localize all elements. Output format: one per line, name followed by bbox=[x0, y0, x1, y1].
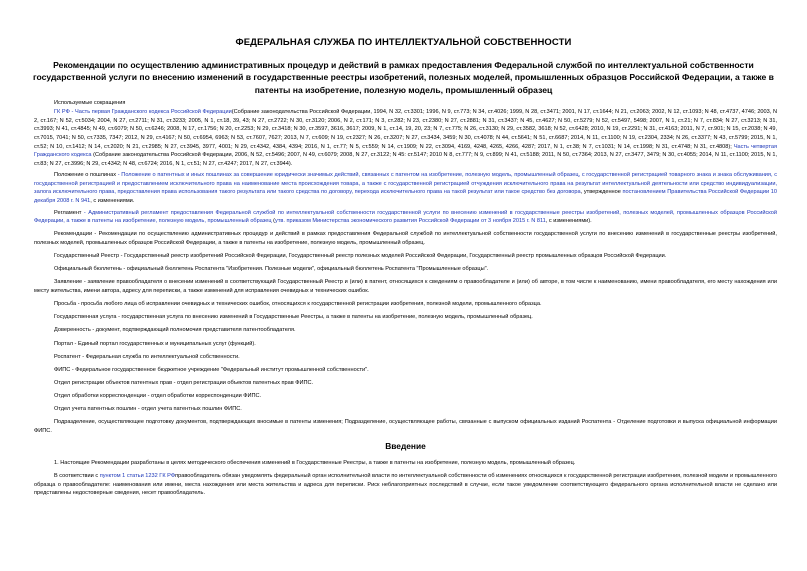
reglament-paragraph bbox=[34, 209, 777, 226]
def-registration-department: Отдел регистрации объектов патентных прав - отдел регистрации объектов патентных прав ФИПС. bbox=[54, 379, 314, 386]
polozhenie-tail-prefix: , утвержденное bbox=[580, 189, 623, 196]
def-fees-department: Отдел учета патентных пошлин - отдел учета патентных пошлин ФИПС. bbox=[54, 406, 242, 413]
def-power-of-attorney: Доверенность - документ, подтверждающий полномочия представителя патентообладателя. bbox=[54, 327, 296, 334]
intro-paragraph-1: 1. Настоящие Рекомендации разработаны в целях методического обеспечения изменений в Государственные Реестры, а также в патенты на изобретение, полезную модель, промышленный образец. bbox=[54, 459, 576, 466]
reglament-link[interactable]: - Административный регламент предоставления Федеральной службой по интеллектуальной собственности государственной услуги по внесению изменений в государственные реестры изобретений, полезных моделей, промышленных образцов Российской Федерации, а также в патенты на изобретение, полезную модель, промышленный образец bbox=[34, 209, 777, 225]
def-correspondence-department: Отдел обработки корреспонденции - отдел обработки корреспонденции ФИПС. bbox=[54, 393, 262, 400]
def-publication-department: Подразделение, осуществляющее подготовку документов, подтверждающих вносимые в патенты изменения; Подразделение, осуществляющее работы, связанные с выпуском официальных изданий Роспатента - Отделение подготовки и выпуска официальной информации ФИПС. bbox=[34, 419, 777, 434]
intro-paragraph-2 bbox=[34, 472, 777, 498]
article-1232-link[interactable]: пунктом 1 статьи 1232 ГК РФ bbox=[99, 473, 176, 480]
polozhenie-paragraph bbox=[34, 171, 777, 205]
reglament-tail-prefix: ( bbox=[271, 218, 276, 225]
def-fips: ФИПС - Федеральное государственное бюджетное учреждение "Федеральный институт промышленной собственности". bbox=[54, 366, 369, 373]
gk-part-four-text: (Собрание законодательства Российской Федерации, 2006, N 52, ст.5496; 2007, N 49, ст.6079; 2008, N 27, ст.3122; N 45: ст.5147; 2010 N 8, ст.777; N 9, ст.899; N 41, ст.5188; 2011, N 50, ст.7364; 2013, N 27, ст.3477, 3479; N 30, ст.4055; 2014, N 11, ст.1100; 2015, N 1, ст.83; N 27, ст.3996; N 29, ст.4342; N 48, ст.6724; 2016, N 1, ст.51; N 27, ст.4247; 2017, N 27, ст.3944). bbox=[34, 152, 777, 167]
intro-p2-prefix: В соответствии с bbox=[54, 473, 100, 480]
gk-rf-link[interactable]: ГК РФ - Часть первая Гражданского кодекса Российской Федерации bbox=[54, 109, 232, 116]
intro-p2-text: правообладатель обязан уведомлять федеральный орган исполнительной власти по интеллектуальной собственности об изменениях относящихся к государственной регистрации изобретения, полезной модели и промышленного образца о правообладателе: наименования или имени, места нахождения или места жительства и адреса для переписки. Риск неблагоприятных последствий в случае, если такое уведомление соответствующего федерального органа исполнительной власти не сделано или представлены недостоверные сведения, несет правообладатель. bbox=[34, 473, 777, 497]
polozhenie-lead: Положение о пошлинах bbox=[54, 172, 117, 179]
def-request: Просьба - просьба любого лица об исправлении очевидных и технических ошибок, относящихся к государственной регистрации изобретения, полезной модели, промышленного образца. bbox=[54, 301, 542, 308]
def-official-bulletin: Официальный бюллетень - официальный бюллетень Роспатента "Изобретения. Полезные модели", официальный бюллетень Роспатента "Промышленные образцы". bbox=[54, 266, 489, 273]
def-application: Заявление - заявление правообладателя о внесении изменений в соответствующий Государственный Реестр и (или) в патент, относящихся к сведениям о правообладателе и (или) об авторе, в том числе к наименованию, имени правообладателя, его месту нахождения или месту жительства, имени автора, адресу для переписки, а также изменений для исправления очевидных и технических ошибок. bbox=[34, 279, 777, 294]
def-recommendations: Рекомендации - Рекомендации по осуществлению административных процедур и действий в рамках предоставления Федеральной службой по интеллектуальной собственности государственной услуги по внесению изменений в государственные реестры изобретений, полезных моделей, промышленных образцов Российской Федерации, а также в патенты на изобретение, полезную модель, промышленный образец. bbox=[34, 231, 777, 246]
polozhenie-link[interactable]: - Положение о патентных и иных пошлинах за совершение юридически значимых действий, связанных с патентом на изобретение, полезную модель, промышленный образец, с государственной регистрацией товарного знака и знака обслуживания, с государственной регистрацией и предоставлением исключительного права на наименование места происхождения товара, а также с государственной регистрацией отчуждения исключительного права на результат интеллектуальной деятельности или средство индивидуализации, залога исключительного права, предоставления права использования такого результата или такого средства по договору, перехода исключительного права на такой результат или такое средство без договора bbox=[34, 172, 777, 196]
document-title: Рекомендации по осуществлению административных процедур и действий в рамках предоставления Федеральной службой по интеллектуальной собственности государственной услуги по внесению изменений в государственные реестры изобретений, полезных моделей, промышленных образцов Российской Федерации, а также в патенты на изобретение, полезную модель, промышленный образец bbox=[33, 60, 774, 95]
document-body bbox=[34, 99, 777, 501]
abbreviations-heading: Используемые сокращения bbox=[54, 100, 126, 106]
prikaz-link[interactable]: утв. приказом Министерства экономического развития Российской Федерации от 3 ноября 2015 г. N 811 bbox=[275, 218, 546, 225]
organization-title: ФЕДЕРАЛЬНАЯ СЛУЖБА ПО ИНТЕЛЛЕКТУАЛЬНОЙ СОБСТВЕННОСТИ bbox=[235, 37, 572, 48]
postanovlenie-link[interactable]: постановлением Правительства Российской Федерации 10 декабря 2008 г. N 941 bbox=[34, 189, 777, 204]
reglament-tail-suffix: , с изменениями). bbox=[545, 218, 592, 225]
def-state-registry: Государственный Реестр - Государственный реестр изобретений Российской Федерации, Государственный реестр полезных моделей Российской Федерации, Государственный реестр промышленных образцов Российской Федерации. bbox=[54, 253, 667, 260]
polozhenie-tail-suffix: , с изменениями. bbox=[90, 198, 135, 204]
gk-rf-text: (Собрание законодательства Российской Федерации, 1994, N 32, ст.3301; 1996, N 9, ст.773; N 34, ст.4026; 1999, N 28, ст.3471; 2001, N 17, ст.1644; N 21, ст.2063; 2002, N 12, ст.1093; N 48, ст.4737, 4746; 2003, N 2, ст.167; N 52, ст.5034; 2004, N 27, ст.2711; N 31, ст.3233; 2005, N 1, ст.18, 39, 43; N 27, ст.2722; N 30, ст.3120; 2006, N 2, ст.171; N 3, ст.282; N 23, ст.2380; N 27, ст.2881; N 31, ст.3437; N 45, ст.4627; N 50, ст.5279; N 52, ст.5497, 5498; 2007, N 1, ст.21; N 7, ст.834; N 27, ст.3213; N 31, ст.3993; N 41, ст.4845; N 49, ст.6079; N 50, ст.6246; 2008, N 17, ст.1756; N 20, ст.2253; N 29, ст.3418; N 30, ст.3597, 3616, 3617; 2009, N 1, ст.14, 19, 20, 23; N 7, ст.775; N 26, ст.3130; N 29, ст.3582, 3618; N 52, ст.6428; 2010, N 19, ст.2291; N 31, ст.4163; 2011, N 7, ст.901; N 15, ст.2038; N 49, ст.7015, 7041; N 50, ст.7335, 7347; 2012, N 29, ст.4167; N 50, ст.6954, 6963; N 53, ст.7607, 7627; 2013, N 7, ст.609; N 19, ст.2327; N 26, ст.3207; N 27, ст.3434, 3459; N 30, ст.4078; N 44, ст.5641; N 51, ст.6687; 2014, N 11, ст.1100; N 19, ст.2304, 2334; N 26, ст.3377; N 43, ст.5799; 2015, N 1, ст.52; N 10, ст.1412; N 14, ст.2020; N 21, ст.2985; N 27, ст.3945, 3977, 4001; N 29, ст.4342, 4384, 4394; 2016, N 1, ст.77; N 5, ст.559; N 14, ст.1909; N 22, ст.3094, 4169, 4248, 4265, 4266, 4287; 2017, N 1, ст.38; N 7, ст.1031; N 14, ст.1998; N 31, ст.4748; N 31, ст.4808); bbox=[34, 109, 777, 150]
introduction-heading: Введение bbox=[385, 441, 426, 452]
def-state-service: Государственная услуга - государственная услуга по внесению изменений в Государственные Реестры, а также в патенты на изобретение, полезную модель, промышленный образец. bbox=[54, 314, 533, 321]
def-portal: Портал - Единый портал государственных и муниципальных услуг (функций). bbox=[54, 340, 256, 347]
def-rospatent: Роспатент - Федеральная служба по интеллектуальной собственности. bbox=[54, 353, 240, 360]
abbr-gk-paragraph bbox=[34, 108, 777, 168]
reglament-lead: Регламент bbox=[54, 209, 82, 216]
gk-part-four-link[interactable]: Часть четвертая Гражданского кодекса bbox=[34, 143, 777, 159]
